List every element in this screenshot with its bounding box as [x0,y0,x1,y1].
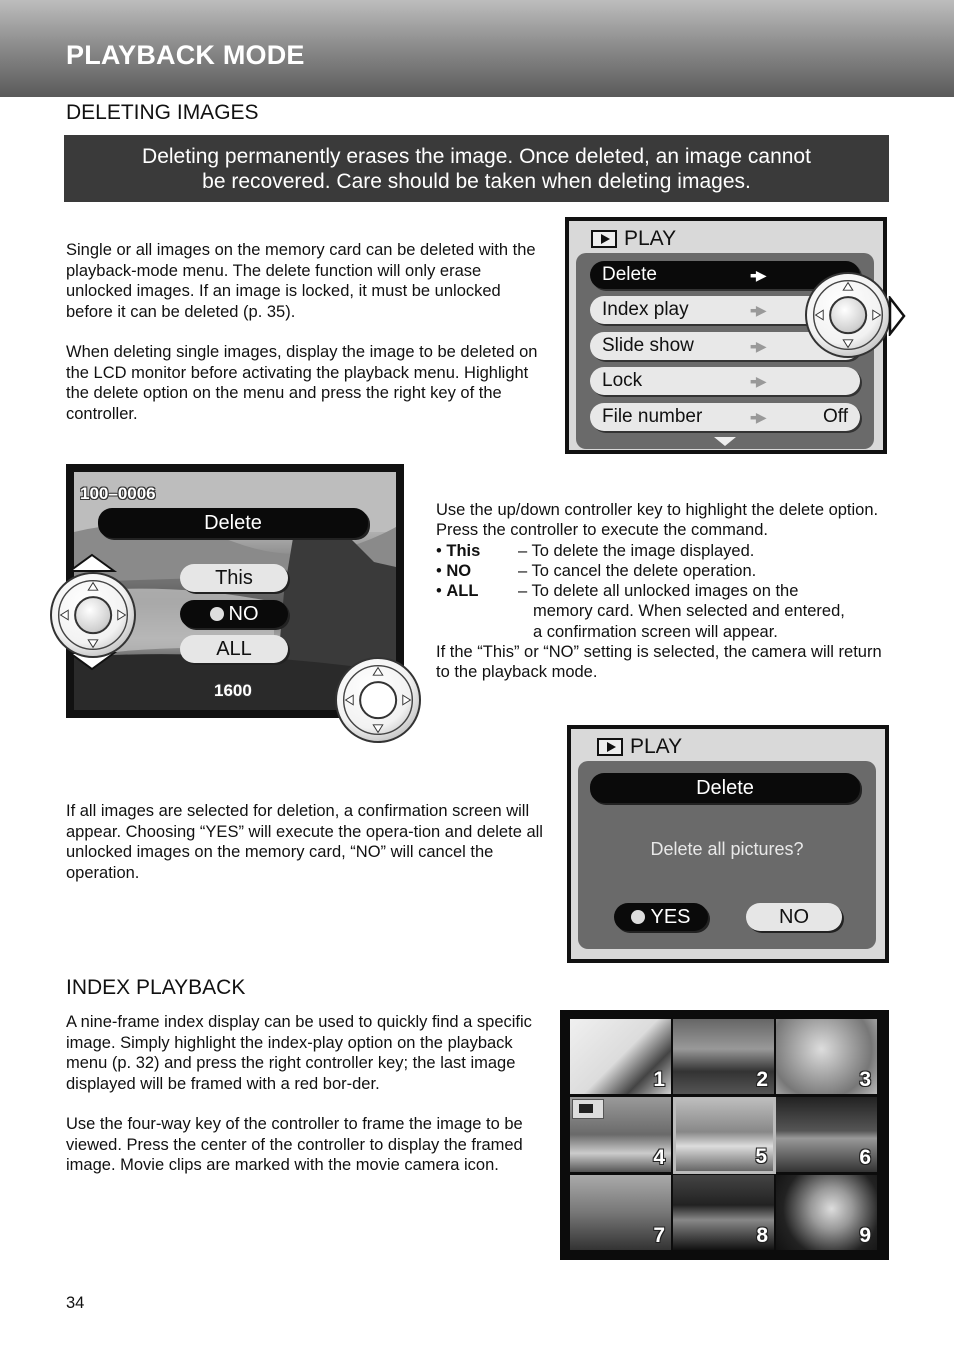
confirm-text: If all images are selected for deletion, a confirmation screen will appear. Choosing “YES” will execute the opera-tion and delete all unlocked images on the memory card, “NO” will cancel the operation. [66,802,543,882]
index-frame-1[interactable] [570,1019,671,1094]
right-pointer-icon [888,296,908,336]
bullet-desc-3: a confirmation screen will appear. [533,622,778,641]
option-this[interactable]: This [180,564,288,592]
confirm-question: Delete all pictures? [650,839,804,859]
deleting-text [66,240,548,444]
index-frame-5[interactable] [676,1100,773,1171]
page-number: 34 [66,1294,85,1312]
menu-item-value: Off [823,406,848,427]
bullet-key: NO [446,561,472,580]
frame-number: 5 [755,1145,767,1168]
bullet-key: This [446,541,481,560]
movie-camera-icon [572,1099,604,1119]
play-label-text: PLAY [624,227,677,250]
play-icon [591,230,617,248]
index-frame-7[interactable] [570,1175,671,1250]
frame-number: 1 [653,1068,665,1091]
instructions-outro: If the “This” or “NO” setting is selected, the camera will return to the playback mode. [436,643,882,682]
selected-dot-icon [631,910,645,924]
right-arrow-icon: ▪▪▶ [750,302,765,318]
deleting-para-2: When deleting single images, display the image to be deleted on the LCD monitor before activating the playback menu. Highlight the delete option on the menu and press the right key of the controller. [66,343,538,423]
frame-number: 4 [653,1146,665,1169]
menu-item-file-number[interactable] [590,403,860,431]
index-para-1: A nine-frame index display can be used to quickly find a specific image. Simply highlight the index-play option on the playback menu (p. 32) and press the right controller key; the last image displayed will be framed with a red bor-der. [66,1013,532,1093]
section-title-index: INDEX PLAYBACK [66,976,246,999]
scroll-down-icon [714,437,736,446]
instructions-intro: Use the up/down controller key to highlight the delete option. Press the controller to execute the command. [436,501,879,540]
bullet-this: • This – To delete the image displayed. [436,541,755,560]
bullet-desc: – To delete the image displayed. [518,541,755,560]
controller-dial-icon [805,272,891,358]
controller-dial-updown-icon [50,572,136,658]
dial-center-icon [74,596,112,634]
index-frame-9[interactable] [776,1175,877,1250]
frame-number: 7 [653,1224,665,1247]
play-label-text: PLAY [630,735,683,758]
index-grid [560,1010,889,1260]
resolution-readout: 1600 [214,681,252,700]
index-para-2: Use the four-way key of the controller to frame the image to be viewed. Press the center of the controller to display the framed image. Movie clips are marked with the movie camera icon. [66,1115,523,1174]
warning-line-2: be recovered. Care should be taken when deleting images. [202,169,751,193]
bullet-desc: – To cancel the delete operation. [518,561,757,580]
controller-dial-press-icon [335,657,421,743]
bullet-no: • NO – To cancel the delete operation. [436,561,757,580]
index-frame-3[interactable] [776,1019,877,1094]
delete-instructions [436,500,896,683]
option-no-label: NO [228,602,259,625]
header-title: PLAYBACK MODE [66,40,305,70]
index-frame-6[interactable] [776,1097,877,1172]
bullet-all: • ALL – To delete all unlocked images on the memory card. When selected and entered, a confirmation screen will appear. [436,582,845,641]
index-text [66,1012,546,1196]
selected-dot-icon [210,607,224,621]
frame-number: 2 [756,1068,768,1091]
menu-item-label: Slide show [602,335,694,356]
right-arrow-icon: ▪▪▶ [750,267,765,283]
option-no[interactable] [180,600,288,628]
bullet-key: ALL [446,582,479,601]
deleting-para-1: Single or all images on the memory card can be deleted with the playback-mode menu. The delete function will only erase unlocked images. If an image is locked, it must be unlocked before it can be deleted (p. 35). [66,241,536,321]
option-all[interactable]: ALL [180,635,288,663]
confirm-screen [567,725,889,963]
yes-button[interactable] [614,903,708,931]
confirm-title-bar: Delete [590,773,860,803]
bullet-desc-2: memory card. When selected and entered, [533,602,845,621]
yes-label: YES [650,905,691,928]
dial-center-icon [829,296,867,334]
index-frame-2[interactable] [673,1019,774,1094]
right-arrow-icon: ▪▪▶ [750,338,765,354]
menu-item-label: File number [602,406,703,427]
frame-number: 8 [756,1224,768,1247]
index-frame-8[interactable] [673,1175,774,1250]
warning-line-1: Deleting permanently erases the image. Once deleted, an image cannot [142,144,811,168]
frame-number: 9 [859,1224,871,1247]
bullet-desc: – To delete all unlocked images on the [518,582,799,601]
section-title-deleting: DELETING IMAGES [66,101,259,124]
file-number-readout: 100–0006 [80,484,156,503]
menu-item-label: Index play [602,299,689,320]
confirm-panel [578,761,876,949]
right-arrow-icon: ▪▪▶ [750,409,765,425]
play-icon [597,738,623,756]
right-arrow-icon: ▪▪▶ [750,373,765,389]
warning-box [64,135,889,202]
menu-item-lock[interactable] [590,367,860,395]
delete-title-bar: Delete [98,508,368,538]
frame-number: 3 [859,1068,871,1091]
play-mode-label [597,735,682,759]
play-mode-label [591,227,676,251]
frame-number: 6 [859,1146,871,1169]
menu-item-label: Delete [602,264,657,285]
no-button[interactable]: NO [746,903,842,931]
dial-center-pressed-icon [359,681,397,719]
menu-item-label: Lock [602,370,643,391]
index-frame-4[interactable] [570,1097,671,1172]
